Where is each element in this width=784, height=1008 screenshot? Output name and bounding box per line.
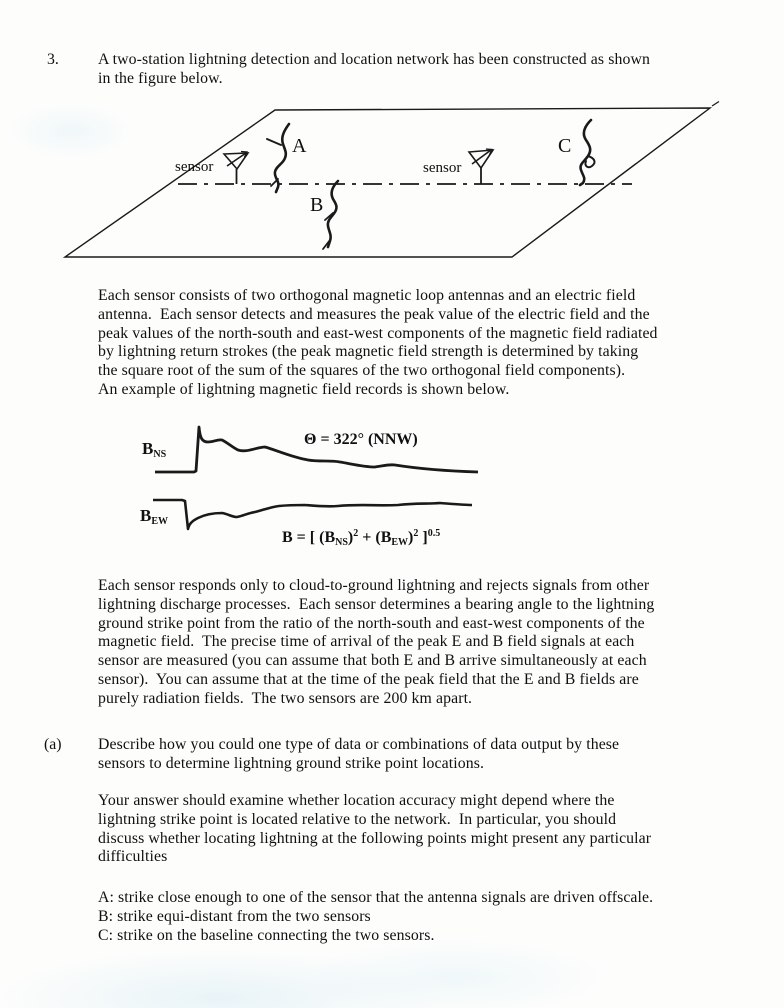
formula-part: ] bbox=[418, 529, 428, 546]
plane-figure bbox=[40, 100, 750, 272]
difficulty-list bbox=[98, 889, 653, 945]
bearing-annotation: Θ = 322° (NNW) bbox=[304, 431, 418, 448]
part-a-label: (a) bbox=[44, 736, 62, 753]
paragraph-sensor-description: Each sensor consists of two orthogonal magnetic loop antennas and an electric field antenna. Each sensor detects and measures the peak value of the electric field and the peak values of the north-south and east-west components of the magnetic field radiated by lightning return strokes (the peak magnetic field strength is determined by taking the square root of the sum of the squares of the two orthogonal field components). An example of lightning magnetic field records is shown below. bbox=[98, 287, 658, 398]
antenna-icon-right bbox=[469, 149, 493, 184]
formula-part: ) bbox=[347, 529, 354, 546]
question-text: A two-station lightning detection and location network has been constructed as shown in the figure below. bbox=[98, 51, 650, 87]
field-magnitude-formula bbox=[282, 525, 440, 551]
strike-b-label: B bbox=[310, 194, 324, 216]
lightning-strike-c bbox=[580, 120, 595, 185]
part-a-prompt: Describe how you could one type of data or combinations of data output by these sensors to determine lightning ground strike point locations. bbox=[98, 736, 620, 772]
formula-sub-ew: EW bbox=[391, 537, 409, 548]
formula-exp: 0.5 bbox=[427, 528, 441, 539]
formula-part: ) bbox=[408, 529, 414, 546]
sensor-label-right: sensor bbox=[423, 160, 462, 176]
bew-label-sub: EW bbox=[151, 516, 169, 527]
difficulty-item-c: C: strike on the baseline connecting the two sensors. bbox=[98, 926, 435, 944]
strike-c-label: C bbox=[558, 135, 572, 157]
plane-figure-drawing bbox=[40, 100, 750, 272]
ground-plane-outline bbox=[65, 108, 710, 257]
bns-label-sub: NS bbox=[153, 449, 167, 460]
bew-label-main: B bbox=[140, 506, 152, 525]
formula-exp: 2 bbox=[413, 528, 419, 539]
formula-sub-ns: NS bbox=[335, 537, 348, 548]
question-number: 3. bbox=[47, 51, 59, 68]
bns-trace-label bbox=[142, 440, 166, 464]
lightning-strike-b bbox=[323, 181, 338, 249]
bew-trace-label bbox=[140, 507, 168, 531]
sensor-label-left: sensor bbox=[175, 159, 214, 175]
paragraph-sensor-operation: Each sensor responds only to cloud-to-ground lightning and rejects signals from other lightning discharge processes. Each sensor determines a bearing angle to the lightning ground strike point from the ratio of the north-south and east-west components of the magnetic field. The precise time of arrival of the peak E and B field signals at each sensor are measured (you can assume that both E and B arrive simultaneously at each sensor). You can assume that at the time of the peak field that the E and B fields are purely radiation fields. The two sensors are 200 km apart. bbox=[98, 577, 655, 707]
waveform-figure bbox=[130, 413, 510, 565]
formula-part: B = [ (B bbox=[282, 529, 336, 546]
lightning-strike-a bbox=[267, 124, 289, 192]
formula-part: + (B bbox=[358, 529, 392, 546]
strike-a-label: A bbox=[292, 135, 307, 157]
formula-exp: 2 bbox=[353, 528, 359, 539]
difficulty-item-b: B: strike equi-distant from the two sensors bbox=[98, 907, 371, 925]
antenna-icon-left bbox=[224, 152, 248, 185]
bns-label-main: B bbox=[142, 439, 154, 458]
difficulty-item-a: A: strike close enough to one of the sensor that the antenna signals are driven offscale. bbox=[98, 889, 654, 906]
plane-corner-overshoot bbox=[712, 102, 719, 107]
part-a-guidance: Your answer should examine whether location accuracy might depend where the lightning strike point is located relative to the network. In particular, you should discuss whether locating lightning at the following points might present any particular difficulties bbox=[98, 792, 652, 866]
